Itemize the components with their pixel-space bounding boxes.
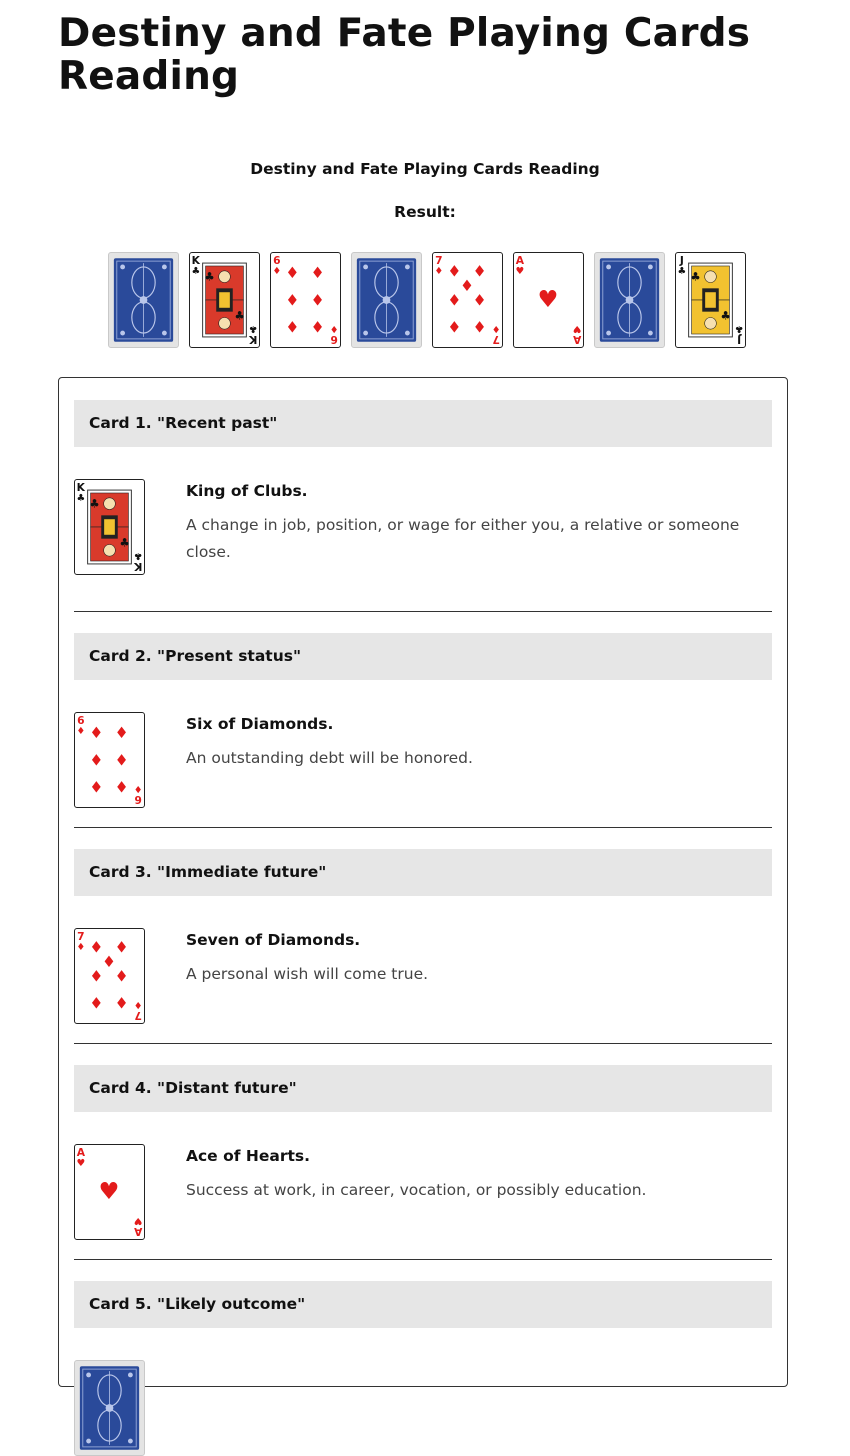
- svg-text:♥: ♥: [76, 1157, 86, 1169]
- svg-text:♦: ♦: [434, 265, 444, 277]
- svg-text:♦: ♦: [329, 323, 339, 335]
- spread-title: Destiny and Fate Playing Cards Reading: [250, 160, 600, 178]
- svg-text:A: A: [573, 332, 582, 346]
- diamond-pip: ♦: [285, 264, 300, 283]
- section-divider: [74, 827, 772, 828]
- card-back: [108, 252, 179, 348]
- card-back: [74, 1360, 145, 1456]
- svg-text:♣: ♣: [690, 269, 701, 284]
- svg-text:K: K: [134, 559, 143, 573]
- ace-of-hearts-card: [74, 1144, 145, 1240]
- 7-of-diamonds-card: [432, 252, 503, 348]
- svg-text:6: 6: [77, 714, 85, 728]
- king-of-clubs-card: [74, 479, 145, 575]
- section-header: Card 2. "Present status": [74, 633, 772, 680]
- 6-of-diamonds-card: [270, 252, 341, 348]
- svg-text:♥: ♥: [515, 265, 525, 277]
- svg-text:K: K: [76, 481, 85, 495]
- card-name: Six of Diamonds.: [186, 715, 334, 733]
- svg-text:♦: ♦: [76, 725, 86, 737]
- svg-text:♣: ♣: [133, 550, 143, 562]
- diamond-pip: ♦: [310, 318, 325, 337]
- reading-results-box: [58, 377, 788, 1387]
- svg-text:K: K: [249, 332, 258, 346]
- svg-text:♦: ♦: [272, 265, 282, 277]
- diamond-pip: ♦: [472, 318, 487, 337]
- diamond-pip: ♦: [114, 778, 129, 797]
- diamond-pip: ♦: [285, 291, 300, 310]
- card-description: An outstanding debt will be honored.: [186, 749, 473, 767]
- diamond-pip: ♦: [472, 262, 487, 281]
- diamond-pip: ♦: [89, 778, 104, 797]
- diamond-pip: ♦: [114, 724, 129, 743]
- diamond-pip: ♦: [89, 751, 104, 770]
- svg-text:7: 7: [435, 254, 443, 268]
- diamond-pip: ♦: [472, 291, 487, 310]
- svg-text:7: 7: [492, 332, 500, 346]
- card-description: A change in job, position, or wage for either you, a relative or someone close.: [186, 516, 740, 561]
- section-header: Card 3. "Immediate future": [74, 849, 772, 896]
- diamond-pip: ♦: [310, 291, 325, 310]
- svg-text:6: 6: [273, 254, 281, 268]
- card-spread: [108, 251, 748, 349]
- reading-section: [74, 1281, 772, 1328]
- 6-of-diamonds-card: [74, 712, 145, 808]
- svg-text:J: J: [679, 254, 684, 268]
- svg-text:♣: ♣: [677, 265, 687, 277]
- card-back: [351, 252, 422, 348]
- jack-of-clubs-card: [675, 252, 746, 348]
- svg-text:K: K: [191, 254, 200, 268]
- king-of-clubs-card: [189, 252, 260, 348]
- card-name: King of Clubs.: [186, 482, 308, 500]
- section-header: Card 1. "Recent past": [74, 400, 772, 447]
- diamond-pip: ♦: [114, 967, 129, 986]
- svg-text:♦: ♦: [133, 783, 143, 795]
- diamond-pip: ♦: [447, 291, 462, 310]
- card-description: A personal wish will come true.: [186, 965, 429, 983]
- diamond-pip: ♦: [89, 967, 104, 986]
- svg-text:♥: ♥: [572, 323, 582, 335]
- result-label: Result:: [394, 203, 456, 221]
- diamond-pip: ♦: [447, 318, 462, 337]
- svg-text:7: 7: [77, 930, 85, 944]
- reading-section: [74, 849, 772, 1022]
- diamond-pip: ♦: [114, 938, 129, 957]
- svg-text:♣: ♣: [89, 496, 100, 511]
- svg-text:A: A: [134, 1224, 143, 1238]
- card-description: Success at work, in career, vocation, or possibly education.: [186, 1181, 647, 1199]
- svg-text:♦: ♦: [76, 941, 86, 953]
- diamond-pip: ♦: [285, 318, 300, 337]
- 7-of-diamonds-card: [74, 928, 145, 1024]
- svg-text:♦: ♦: [491, 323, 501, 335]
- card-name: Seven of Diamonds.: [186, 931, 361, 949]
- svg-text:♣: ♣: [204, 269, 215, 284]
- diamond-pip: ♦: [89, 938, 104, 957]
- diamond-pip: ♦: [89, 724, 104, 743]
- svg-text:6: 6: [330, 332, 338, 346]
- svg-text:♣: ♣: [734, 323, 744, 335]
- heart-pip: ♥: [98, 1178, 120, 1206]
- section-divider: [74, 611, 772, 612]
- diamond-pip: ♦: [114, 751, 129, 770]
- section-divider: [74, 1043, 772, 1044]
- reading-section: [74, 1065, 772, 1238]
- svg-text:A: A: [515, 254, 524, 268]
- svg-text:♥: ♥: [133, 1215, 143, 1227]
- heart-pip: ♥: [537, 286, 559, 314]
- section-header: Card 4. "Distant future": [74, 1065, 772, 1112]
- diamond-pip: ♦: [310, 264, 325, 283]
- svg-text:♣: ♣: [76, 492, 86, 504]
- svg-text:♦: ♦: [133, 999, 143, 1011]
- section-divider: [74, 1259, 772, 1260]
- page-title: Destiny and Fate Playing Cards Reading: [58, 11, 751, 99]
- svg-text:♣: ♣: [191, 265, 201, 277]
- diamond-pip: ♦: [447, 262, 462, 281]
- svg-text:6: 6: [134, 792, 142, 806]
- svg-text:J: J: [737, 332, 742, 346]
- svg-text:♣: ♣: [234, 308, 245, 323]
- ace-of-hearts-card: [513, 252, 584, 348]
- diamond-pip: ♦: [89, 994, 104, 1013]
- diamond-pip: ♦: [102, 952, 116, 971]
- svg-text:7: 7: [134, 1008, 142, 1022]
- card-name: Ace of Hearts.: [186, 1147, 310, 1165]
- section-header: Card 5. "Likely outcome": [74, 1281, 772, 1328]
- reading-section: [74, 633, 772, 806]
- svg-text:♣: ♣: [720, 308, 731, 323]
- diamond-pip: ♦: [460, 276, 474, 295]
- card-back: [594, 252, 665, 348]
- svg-text:♣: ♣: [248, 323, 258, 335]
- diamond-pip: ♦: [114, 994, 129, 1013]
- svg-text:A: A: [76, 1146, 85, 1160]
- reading-section: [74, 400, 772, 573]
- svg-text:♣: ♣: [119, 535, 130, 550]
